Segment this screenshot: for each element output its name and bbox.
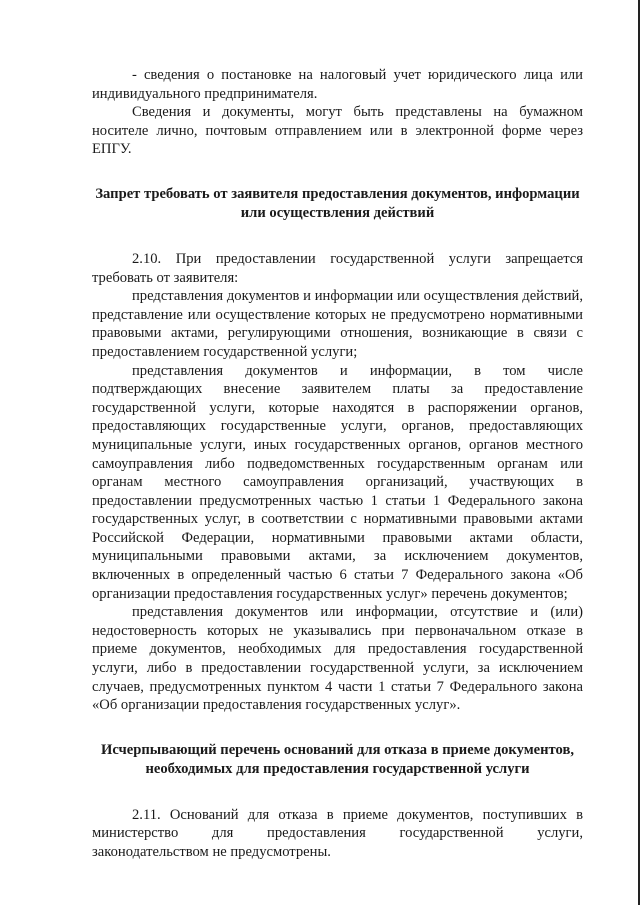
section-heading-refusal-grounds: Исчерпывающий перечень оснований для отказа в приеме документов, необходимых для предоставления государственной услуги [101,741,574,777]
document-body [92,66,583,862]
section-heading-prohibition: Запрет требовать от заявителя предоставления документов, информации или осуществления действий [95,185,580,221]
paragraph-2-10-item-2: представления документов и информации, в том числе подтверждающих внесение заявителем платы за предоставление государственной услуги, которые находятся в распоряжении органов, предоставляющих государственные услуги, органов, предоставляющих муниципальные услуги, иных государственных органов, органов местного самоуправления либо подведомственных государственным органам или органам местного самоуправления организаций, участвующих в предоставлении предусмотренных частью 1 статьи 1 Федерального закона государственных услуг, в соответствии с нормативными правовыми актами Российской Федерации, нормативными правовыми актами области, муниципальными правовыми актами, за исключением документов, включенных в определенный частью 6 статьи 7 Федерального закона «Об организации предоставления государственных услуг» перечень документов; [92,362,583,602]
paragraph-tax-registration: - сведения о постановке на налоговый учет юридического лица или индивидуального предпринимателя. [92,67,583,102]
paragraph-2-10-item-3: представления документов или информации, отсутствие и (или) недостоверность которых не указывались при первоначальном отказе в приеме документов, необходимых для предоставления государственной услуги, либо в предоставлении государственной услуги, за исключением случаев, предусмотренных пунктом 4 части 1 статьи 7 Федерального закона «Об организации предоставления государственных услуг». [92,604,583,714]
paragraph-2-11: 2.11. Оснований для отказа в приеме документов, поступивших в министерство для предоставления государственной услуги, законодательством не предусмотрены. [92,806,583,860]
paragraph-2-10-item-1: представления документов и информации или осуществления действий, представление или осуществление которых не предусмотрено нормативными правовыми актами, регулирующими отношения, возникающие в связи с предоставлением государственной услуги; [92,288,583,360]
paragraph-2-10-intro: 2.10. При предоставлении государственной услуги запрещается требовать от заявителя: [92,250,583,286]
paragraph-submission-methods: Сведения и документы, могут быть представлены на бумажном носителе лично, почтовым отправлением или в электронной форме через ЕПГУ. [92,104,583,158]
